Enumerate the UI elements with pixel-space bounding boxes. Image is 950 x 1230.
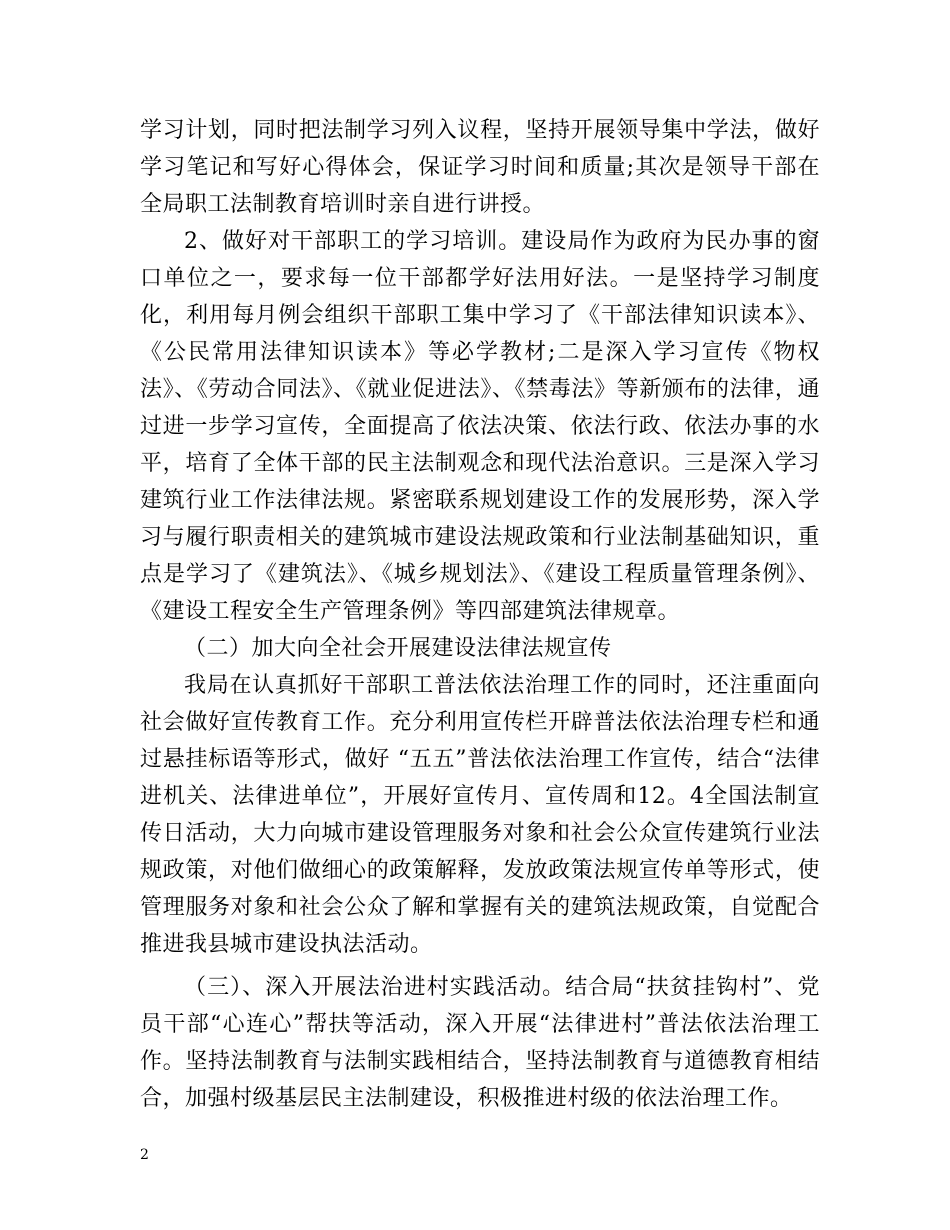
paragraph-public-education: 我局在认真抓好干部职工普法依法治理工作的同时，还注重面向社会做好宣传教育工作。充分利用宣传栏开辟普法依法治理专栏和通过悬挂标语等形式，做好 “五五”普法依法治理工作宣传，结合“法律进机关、法律进单位”，开展好宣传月、宣传周和12。4全国法制宣传日活动，大力向城市建设管理服务对象和社会公众宣传建筑行业法规政策，对他们做细心的政策解释，发放政策法规宣传单等形式，使管理服务对象和社会公众了解和掌握有关的建筑法规政策，自觉配合推进我县城市建设执法活动。 bbox=[140, 673, 820, 957]
paragraph-village-practice: （三）、深入开展法治进村实践活动。结合局“扶贫挂钩村”、党员干部“心连心”帮扶等活动，深入开展“法律进村”普法依法治理工作。坚持法制教育与法制实践相结合，坚持法制教育与道德教育相结合，加强村级基层民主法制建设，积极推进村级的依法治理工作。 bbox=[140, 975, 820, 1111]
paragraph-study-plan: 学习计划，同时把法制学习列入议程，坚持开展领导集中学法，做好学习笔记和写好心得体会，保证学习时间和质量;其次是领导干部在全局职工法制教育培训时亲自进行讲授。 bbox=[140, 118, 820, 217]
section-heading-publicity: （二）加大向全社会开展建设法律法规宣传 bbox=[184, 636, 612, 661]
page-number: 2 bbox=[140, 1147, 149, 1163]
paragraph-staff-training: 2、做好对干部职工的学习培训。建设局作为政府为民办事的窗口单位之一，要求每一位干部都学好法用好法。一是坚持学习制度化，利用每月例会组织干部职工集中学习了《干部法律知识读本》、《公民常用法律知识读本》等必学教材;二是深入学习宣传《物权法》、《劳动合同法》、《就业促进法》、《禁毒法》等新颁布的法律，通过进一步学习宣传，全面提高了依法决策、依法行政、依法办事的水平，培育了全体干部的民主法制观念和现代法治意识。三是深入学习建筑行业工作法律法规。紧密联系规划建设工作的发展形势，深入学习与履行职责相关的建筑城市建设法规政策和行业法制基础知识，重点是学习了《建筑法》、《城乡规划法》、《建设工程质量管理条例》、《建设工程安全生产管理条例》等四部建筑法律规章。 bbox=[140, 229, 820, 624]
document-body bbox=[140, 112, 820, 1117]
